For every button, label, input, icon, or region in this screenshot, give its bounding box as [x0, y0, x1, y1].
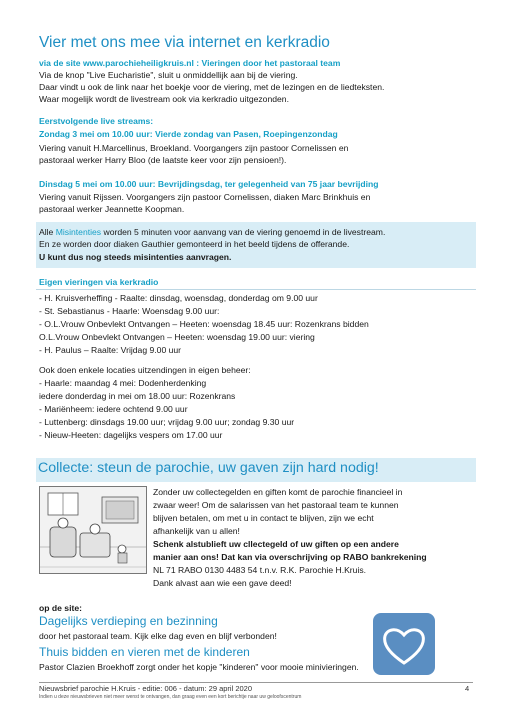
thuis-heading[interactable]: Thuis bidden en vieren met de kinderen [39, 645, 250, 659]
collecte-bold-line-2: manier aan ons! Dat kan via overschrijving op RABO bankrekening [153, 552, 427, 562]
page-number: 4 [465, 684, 470, 693]
verdieping-heading[interactable]: Dagelijks verdieping en bezinning [39, 614, 218, 628]
footer-rule [39, 682, 473, 683]
intentions-line-2: En ze worden door diaken Gauthier gemonteerd in het beeld tijdens de offerande. [39, 239, 350, 249]
own-heading-rule [36, 289, 476, 290]
stream2-heading: Dinsdag 5 mei om 10.00 uur: Bevrijdingsdag, ter gelegenheid van 75 jaar bevrijding [39, 179, 379, 189]
stream1-heading: Zondag 3 mei om 10.00 uur: Vierde zondag van Pasen, Roepingenzondag [39, 129, 338, 139]
collecte-account: NL 71 RABO 0130 4483 54 t.n.v. R.K. Parochie H.Kruis. [153, 565, 367, 575]
family-at-home-drawing [40, 487, 146, 573]
local-line-4: - Luttenberg: dinsdags 19.00 uur; vrijdag 9.00 uur; zondag 9.30 uur [39, 417, 295, 427]
collecte-line-2: zwaar weer! Om de salarissen van het pastoraal team te kunnen [153, 500, 399, 510]
page-title: Vier met ons mee via internet en kerkradio [39, 34, 330, 51]
own-line-1: - H. Kruisverheffing - Raalte: dinsdag, woensdag, donderdag om 9.00 uur [39, 293, 318, 303]
local-intro: Ook doen enkele locaties uitzendingen in eigen beheer: [39, 365, 251, 375]
heart-icon [373, 613, 435, 675]
intro-line-2: Daar vindt u ook de link naar het boekje voor de viering, met de lezingen en de liedteksten. [39, 82, 385, 92]
site-line: via de site www.parochieheiligkruis.nl : Vieringen door het pastoraal team [39, 58, 341, 68]
collecte-heading: Collecte: steun de parochie, uw gaven zijn hard nodig! [38, 460, 379, 476]
collecte-illustration [39, 486, 147, 574]
local-line-2: iedere donderdag in mei om 18.00 uur: Rozenkrans [39, 391, 236, 401]
local-line-3: - Mariënheem: iedere ochtend 9.00 uur [39, 404, 188, 414]
site-label: op de site: [39, 603, 82, 613]
intentions-box [36, 222, 476, 268]
footer-disclaimer: Indien u deze nieuwsbrieven niet meer wenst te ontvangen, dan graag even een kort berichtje naar uw geloofscentrum [39, 694, 302, 700]
verdieping-line: door het pastoraal team. Kijk elke dag even en blijf verbonden! [39, 631, 277, 641]
local-line-5: - Nieuw-Heeten: dagelijks vespers om 17.00 uur [39, 430, 223, 440]
heart-logo [373, 613, 435, 675]
collecte-line-4: afhankelijk van u allen! [153, 526, 240, 536]
thuis-line: Pastor Clazien Broekhoff zorgt onder het kopje "kinderen" voor mooie minivieringen. [39, 662, 359, 672]
stream1-line-2: pastoraal werker Harry Bloo (de laatste keer voor zijn pensioen!). [39, 155, 287, 165]
footer-text: Nieuwsbrief parochie H.Kruis - editie: 006 - datum: 29 april 2020 [39, 684, 253, 693]
stream2-line-1: Viering vanuit Rijssen. Voorgangers zijn pastoor Cornelissen, diaken Marc Brinkhuis en [39, 192, 371, 202]
intentions-prefix: Alle [39, 227, 56, 237]
stream1-line-1: Viering vanuit H.Marcellinus, Broekland. Voorgangers zijn pastoor Cornelissen en [39, 143, 349, 153]
collecte-bold-line-1: Schenk alstublieft uw cllectegeld of uw giften op een andere [153, 539, 399, 549]
collecte-line-1: Zonder uw collectegelden en giften komt de parochie financieel in [153, 487, 403, 497]
own-line-5: - H. Paulus – Raalte: Vrijdag 9.00 uur [39, 345, 182, 355]
intentions-line-1 [39, 226, 385, 238]
collecte-thanks: Dank alvast aan wie een gave deed! [153, 578, 292, 588]
own-line-4: O.L.Vrouw Onbevlekt Ontvangen – Heeten: woensdag 19.00 uur: viering [39, 332, 315, 342]
intentions-line-3: U kunt dus nog steeds misintenties aanvragen. [39, 252, 232, 262]
collecte-line-3: blijven betalen, om met u in contact te blijven, zijn we echt [153, 513, 374, 523]
collecte-banner [36, 458, 476, 482]
intro-line-3: Waar mogelijk wordt de livestream ook via kerkradio uitgezonden. [39, 94, 289, 104]
intentions-suffix: worden 5 minuten voor aanvang van de viering genoemd in de livestream. [101, 227, 386, 237]
intro-line-1: Via de knop "Live Eucharistie", sluit u onmiddellijk aan bij de viering. [39, 70, 298, 80]
own-line-3: - O.L.Vrouw Onbevlekt Ontvangen – Heeten: woensdag 18.45 uur: Rozenkrans bidden [39, 319, 369, 329]
streams-heading: Eerstvolgende live streams: [39, 116, 154, 126]
own-heading: Eigen vieringen via kerkradio [39, 277, 159, 287]
local-line-1: - Haarle: maandag 4 mei: Dodenherdenking [39, 378, 207, 388]
stream2-line-2: pastoraal werker Jeannette Koopman. [39, 204, 185, 214]
misintenties-highlight: Misintenties [55, 227, 102, 237]
own-line-2: - St. Sebastianus - Haarle: Woensdag 9.00 uur: [39, 306, 220, 316]
